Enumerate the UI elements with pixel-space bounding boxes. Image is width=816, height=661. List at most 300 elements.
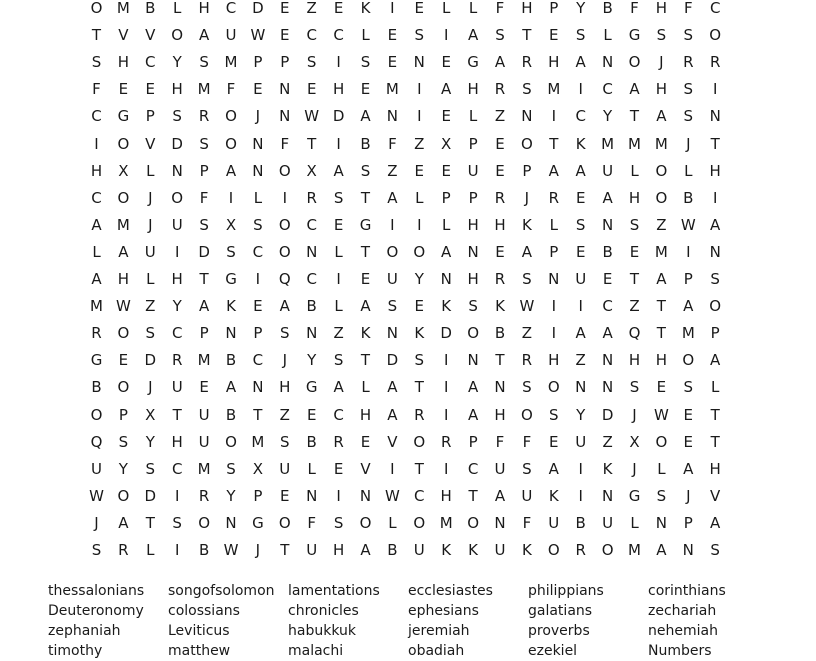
grid-letter: V <box>145 134 156 153</box>
grid-letter: E <box>495 242 505 261</box>
word-item: Numbers <box>648 643 712 659</box>
word-item: malachi <box>288 643 344 659</box>
grid-row <box>83 513 733 540</box>
grid-letter: N <box>575 378 587 397</box>
grid-letter: I <box>443 351 449 370</box>
grid-letter: X <box>225 215 237 234</box>
grid-letter: B <box>198 541 210 559</box>
grid-row <box>83 540 733 567</box>
grid-letter: J <box>148 215 153 234</box>
grid-letter: S <box>656 486 667 505</box>
grid-row <box>83 215 733 242</box>
grid-letter: Z <box>656 215 667 234</box>
grid-letter: S <box>306 53 317 72</box>
grid-letter: I <box>443 378 449 397</box>
grid-letter: R <box>709 53 721 72</box>
grid-letter: P <box>280 53 290 72</box>
word-item: corinthians <box>648 583 726 599</box>
grid-letter: Z <box>279 405 290 424</box>
grid-letter: V <box>387 432 398 451</box>
grid-letter: P <box>145 107 155 126</box>
grid-letter: L <box>388 513 397 532</box>
grid-letter: E <box>683 432 694 451</box>
grid-letter: Q <box>90 432 103 451</box>
word-item: Leviticus <box>168 623 230 639</box>
grid-letter: H <box>521 0 533 17</box>
grid-letter: O <box>225 432 237 451</box>
grid-letter: R <box>306 188 317 207</box>
grid-letter: S <box>683 107 694 126</box>
grid-letter: U <box>279 459 291 478</box>
grid-letter: L <box>173 0 182 17</box>
grid-letter: I <box>443 459 449 478</box>
grid-letter: B <box>387 541 398 559</box>
grid-letter: N <box>306 242 318 261</box>
grid-letter: B <box>494 324 506 343</box>
grid-letter: B <box>575 513 586 532</box>
grid-letter: E <box>602 270 613 288</box>
grid-letter: L <box>468 0 478 17</box>
grid-letter: K <box>521 541 532 559</box>
grid-letter: T <box>360 351 371 370</box>
grid-letter: A <box>91 270 102 288</box>
grid-letter: L <box>657 459 666 478</box>
grid-letter: M <box>224 53 238 72</box>
grid-letter: H <box>655 351 668 370</box>
grid-letter: A <box>602 188 613 207</box>
grid-letter: A <box>656 270 667 288</box>
grid-letter: E <box>199 378 209 397</box>
grid-letter: E <box>360 270 371 288</box>
grid-letter: Y <box>118 459 128 478</box>
grid-letter: S <box>387 297 398 316</box>
grid-row <box>83 377 733 404</box>
word-item: timothy <box>48 643 103 659</box>
grid-letter: B <box>602 0 613 17</box>
grid-letter: P <box>710 324 720 343</box>
grid-letter: Y <box>576 0 586 17</box>
grid-letter: S <box>629 378 640 397</box>
grid-letter: L <box>361 26 370 45</box>
grid-letter: O <box>90 405 103 424</box>
grid-letter: E <box>280 0 290 17</box>
grid-letter: E <box>253 80 263 99</box>
grid-letter: R <box>333 432 344 451</box>
grid-letter: W <box>653 405 669 424</box>
grid-letter: C <box>171 324 183 343</box>
grid-letter: F <box>388 134 397 153</box>
grid-letter: U <box>467 161 479 180</box>
grid-letter: B <box>145 0 156 17</box>
grid-letter: S <box>522 378 532 397</box>
grid-letter: N <box>709 242 721 261</box>
grid-letter: V <box>360 459 371 478</box>
grid-letter: T <box>468 486 478 505</box>
grid-letter: I <box>390 0 395 17</box>
grid-letter: K <box>495 297 505 316</box>
grid-letter: E <box>414 297 425 316</box>
grid-letter: N <box>548 270 560 288</box>
grid-letter: M <box>439 513 453 532</box>
grid-letter: B <box>225 405 237 424</box>
grid-letter: C <box>145 53 156 72</box>
grid-letter: S <box>522 80 532 99</box>
grid-letter: T <box>629 270 640 288</box>
grid-letter: Y <box>603 107 613 126</box>
grid-letter: R <box>548 188 560 207</box>
grid-letter: L <box>468 107 478 126</box>
grid-letter: H <box>171 80 183 99</box>
grid-letter: F <box>307 513 316 532</box>
grid-letter: S <box>199 134 209 153</box>
grid-letter: M <box>654 134 668 153</box>
grid-letter: F <box>280 134 290 153</box>
grid-letter: H <box>279 378 291 397</box>
grid-letter: O <box>225 107 237 126</box>
grid-letter: O <box>278 513 291 532</box>
grid-letter: Y <box>414 270 424 288</box>
grid-letter: H <box>628 351 641 370</box>
grid-letter: Z <box>521 324 533 343</box>
grid-letter: O <box>117 188 130 207</box>
grid-letter: H <box>171 432 183 451</box>
grid-letter: K <box>226 297 236 316</box>
grid-letter: F <box>522 432 532 451</box>
grid-letter: Q <box>278 270 291 288</box>
grid-letter: J <box>255 107 261 126</box>
grid-letter: T <box>253 405 263 424</box>
word-item: thessalonians <box>48 583 145 599</box>
grid-letter: J <box>94 513 99 532</box>
grid-letter: N <box>279 107 291 126</box>
grid-letter: O <box>117 134 130 153</box>
grid-letter: U <box>575 270 587 288</box>
grid-letter: M <box>197 459 211 478</box>
grid-letter: O <box>386 242 399 261</box>
word-column <box>48 581 168 661</box>
grid-letter: X <box>441 134 452 153</box>
grid-letter: I <box>578 80 583 99</box>
word-item: galatians <box>528 603 593 619</box>
grid-letter: A <box>521 242 533 261</box>
grid-letter: C <box>91 188 102 207</box>
grid-letter: L <box>684 161 693 180</box>
grid-letter: D <box>440 324 452 343</box>
grid-letter: Z <box>306 0 317 17</box>
grid-letter: Y <box>576 405 586 424</box>
grid-letter: T <box>280 541 290 559</box>
grid-letter: A <box>118 513 129 532</box>
grid-letter: I <box>551 297 557 316</box>
grid-letter: U <box>413 541 425 559</box>
grid-letter: N <box>306 324 318 343</box>
grid-letter: C <box>709 0 721 17</box>
grid-letter: S <box>575 26 586 45</box>
grid-letter: P <box>441 188 451 207</box>
grid-letter: R <box>198 107 210 126</box>
grid-letter: F <box>522 513 532 532</box>
grid-row <box>83 486 733 513</box>
grid-letter: A <box>360 297 371 316</box>
grid-letter: A <box>710 215 721 234</box>
grid-letter: T <box>360 188 371 207</box>
grid-letter: S <box>333 188 344 207</box>
grid-letter: H <box>467 80 479 99</box>
grid-letter: S <box>333 513 344 532</box>
grid-letter: S <box>683 26 694 45</box>
word-item: zephaniah <box>48 623 121 639</box>
grid-letter: A <box>225 161 237 180</box>
grid-letter: W <box>223 541 239 559</box>
grid-letter: N <box>709 107 721 126</box>
grid-letter: H <box>548 351 560 370</box>
grid-letter: D <box>332 107 345 126</box>
grid-letter: R <box>494 80 506 99</box>
grid-letter: T <box>414 459 424 478</box>
grid-letter: I <box>336 270 341 288</box>
grid-letter: N <box>171 161 183 180</box>
grid-letter: Z <box>602 432 613 451</box>
grid-letter: O <box>117 324 130 343</box>
grid-letter: J <box>524 188 530 207</box>
grid-letter: A <box>548 459 559 478</box>
grid-letter: G <box>90 351 103 370</box>
grid-letter: K <box>360 0 371 17</box>
grid-letter: J <box>686 486 691 505</box>
grid-letter: H <box>171 270 183 288</box>
grid-letter: H <box>655 0 668 17</box>
grid-letter: K <box>360 324 371 343</box>
grid-letter: E <box>280 486 290 505</box>
grid-letter: E <box>549 26 559 45</box>
grid-letter: Z <box>387 161 398 180</box>
grid-letter: K <box>548 486 559 505</box>
grid-letter: T <box>91 26 102 45</box>
grid-letter: U <box>386 270 398 288</box>
grid-letter: R <box>494 270 506 288</box>
grid-letter: R <box>118 541 129 559</box>
grid-letter: N <box>359 486 372 505</box>
grid-letter: O <box>90 0 103 17</box>
grid-letter: L <box>603 26 612 45</box>
word-column <box>528 581 648 661</box>
grid-letter: W <box>680 215 696 234</box>
grid-letter: I <box>94 134 99 153</box>
grid-letter: S <box>172 513 182 532</box>
grid-letter: C <box>333 405 344 424</box>
grid-letter: C <box>306 26 317 45</box>
grid-letter: G <box>359 215 372 234</box>
grid-letter: N <box>494 378 506 397</box>
grid-letter: U <box>602 513 614 532</box>
grid-letter: G <box>628 26 641 45</box>
grid-letter: M <box>628 134 641 153</box>
grid-letter: G <box>628 486 641 505</box>
grid-letter: M <box>116 0 130 17</box>
grid-letter: S <box>710 270 720 288</box>
grid-letter: F <box>199 188 209 207</box>
grid-letter: E <box>656 378 667 397</box>
word-column <box>288 581 408 661</box>
grid-letter: A <box>602 324 613 343</box>
grid-letter: W <box>89 486 104 505</box>
grid-letter: I <box>551 324 557 343</box>
grid-letter: T <box>549 134 559 153</box>
grid-letter: U <box>602 161 614 180</box>
grid-letter: O <box>413 432 426 451</box>
grid-letter: U <box>198 405 210 424</box>
grid-letter: P <box>253 486 263 505</box>
grid-letter: Y <box>172 53 182 72</box>
grid-letter: I <box>578 297 583 316</box>
grid-letter: Z <box>145 297 156 316</box>
grid-letter: K <box>602 459 613 478</box>
word-item: philippians <box>528 583 604 599</box>
grid-letter: L <box>549 215 558 234</box>
grid-letter: S <box>468 297 478 316</box>
grid-letter: I <box>390 215 395 234</box>
grid-letter: O <box>709 26 722 45</box>
grid-letter: K <box>441 541 452 559</box>
grid-letter: W <box>519 297 535 316</box>
grid-letter: R <box>521 53 533 72</box>
grid-letter: U <box>144 242 156 261</box>
word-item: proverbs <box>528 623 590 639</box>
grid-letter: W <box>250 26 266 45</box>
grid-letter: V <box>118 26 129 45</box>
grid-letter: C <box>575 107 586 126</box>
grid-letter: C <box>602 297 613 316</box>
grid-letter: M <box>547 80 561 99</box>
grid-row <box>83 350 733 377</box>
grid-letter: S <box>172 107 182 126</box>
grid-letter: N <box>467 242 479 261</box>
grid-letter: T <box>199 270 209 288</box>
grid-letter: S <box>199 53 209 72</box>
grid-letter: L <box>146 270 155 288</box>
grid-letter: O <box>278 242 291 261</box>
grid-letter: X <box>306 161 317 180</box>
grid-letter: E <box>683 405 694 424</box>
grid-letter: E <box>306 80 317 99</box>
grid-letter: A <box>333 378 344 397</box>
grid-letter: B <box>306 432 317 451</box>
grid-letter: I <box>174 486 180 505</box>
grid-letter: O <box>520 134 533 153</box>
grid-letter: G <box>225 270 237 288</box>
grid-letter: E <box>253 297 263 316</box>
grid-letter: I <box>551 107 557 126</box>
grid-letter: D <box>386 351 399 370</box>
grid-letter: K <box>441 297 452 316</box>
grid-letter: A <box>467 378 479 397</box>
grid-letter: U <box>198 432 210 451</box>
grid-letter: O <box>628 53 641 72</box>
grid-row <box>83 323 733 350</box>
grid-row <box>83 459 733 486</box>
grid-letter: L <box>253 188 263 207</box>
grid-letter: N <box>601 486 614 505</box>
grid-row <box>83 405 733 432</box>
grid-letter: S <box>199 215 209 234</box>
grid-letter: M <box>681 324 695 343</box>
grid-letter: S <box>91 53 102 72</box>
grid-letter: N <box>225 324 237 343</box>
grid-letter: Z <box>629 297 640 316</box>
word-item: ecclesiastes <box>408 583 493 599</box>
grid-letter: C <box>467 459 479 478</box>
grid-letter: S <box>360 53 371 72</box>
grid-letter: S <box>226 459 236 478</box>
grid-letter: P <box>549 0 559 17</box>
grid-letter: S <box>333 351 344 370</box>
grid-letter: P <box>468 134 478 153</box>
grid-letter: T <box>656 324 666 343</box>
grid-letter: Y <box>226 486 236 505</box>
grid-letter: K <box>468 541 479 559</box>
grid-letter: D <box>171 134 183 153</box>
grid-letter: X <box>252 459 264 478</box>
grid-letter: B <box>225 351 237 370</box>
grid-letter: F <box>495 0 505 17</box>
grid-letter: E <box>333 0 344 17</box>
grid-letter: T <box>710 432 720 451</box>
grid-letter: A <box>683 297 694 316</box>
word-item: ezekiel <box>528 643 578 659</box>
word-column <box>648 581 768 661</box>
grid-letter: I <box>578 459 583 478</box>
grid-letter: U <box>171 215 183 234</box>
grid-letter: K <box>575 134 586 153</box>
grid-letter: P <box>683 513 693 532</box>
grid-letter: T <box>710 134 720 153</box>
grid-letter: U <box>225 26 237 45</box>
word-item: habukkuk <box>288 623 356 639</box>
grid-row <box>83 188 733 215</box>
grid-letter: E <box>441 107 451 126</box>
grid-letter: P <box>253 53 263 72</box>
grid-letter: G <box>252 513 264 532</box>
grid-letter: O <box>117 486 130 505</box>
grid-letter: F <box>630 0 639 17</box>
grid-letter: L <box>334 297 343 316</box>
grid-letter: M <box>654 242 668 261</box>
grid-letter: L <box>630 513 639 532</box>
grid-letter: D <box>601 405 614 424</box>
grid-letter: Y <box>145 432 155 451</box>
grid-letter: Z <box>414 134 425 153</box>
grid-letter: O <box>278 161 291 180</box>
grid-letter: X <box>629 432 640 451</box>
grid-letter: E <box>441 53 451 72</box>
grid-letter: O <box>547 378 560 397</box>
grid-letter: C <box>171 459 183 478</box>
grid-letter: T <box>522 26 532 45</box>
grid-letter: N <box>601 351 614 370</box>
grid-letter: R <box>521 351 533 370</box>
grid-letter: A <box>548 161 559 180</box>
grid-letter: P <box>468 432 478 451</box>
grid-letter: A <box>441 80 452 99</box>
grid-letter: U <box>521 486 533 505</box>
word-column <box>168 581 288 661</box>
grid-letter: J <box>148 188 153 207</box>
grid-letter: L <box>630 161 639 180</box>
grid-letter: S <box>280 324 290 343</box>
grid-letter: I <box>336 53 341 72</box>
grid-letter: H <box>332 541 345 559</box>
grid-letter: N <box>413 53 425 72</box>
